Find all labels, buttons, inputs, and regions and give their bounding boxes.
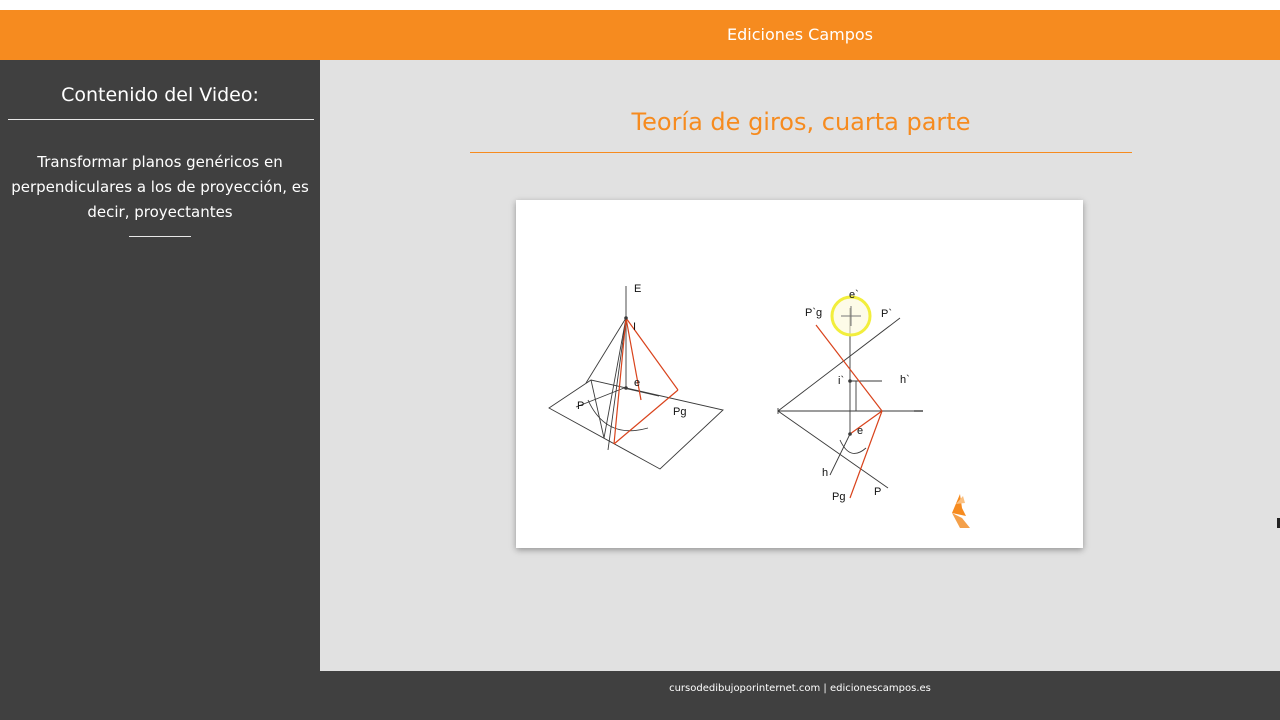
- label-Pg-prime: P`g: [805, 307, 823, 319]
- sidebar-heading: Contenido del Video:: [61, 84, 259, 106]
- header-bar: [0, 10, 1280, 60]
- point-i-marker: [624, 316, 628, 320]
- inner-line-3: [624, 388, 659, 396]
- pg-edge-2: [614, 390, 678, 444]
- site-title[interactable]: Ediciones Campos: [727, 25, 873, 44]
- trace-pg-prime: [816, 325, 882, 411]
- plane-p-outline: [549, 380, 723, 469]
- label-P-right: P: [874, 486, 882, 498]
- label-I: I: [633, 321, 637, 333]
- label-Pg-left: Pg: [673, 406, 687, 418]
- point-e-marker: [624, 386, 628, 390]
- rotation-arc-right: [840, 440, 866, 453]
- ediciones-campos-logo-icon: [952, 494, 970, 528]
- page-title: Teoría de giros, cuarta parte: [631, 108, 971, 136]
- video-frame[interactable]: [516, 200, 1083, 548]
- label-P-prime: P`: [881, 308, 892, 320]
- sidebar-divider: [8, 119, 314, 120]
- trace-p: [778, 411, 888, 488]
- sidebar: [0, 60, 320, 671]
- video-description: Transformar planos genéricos en perpendiculares a los de proyección, es decir, proyectantes: [11, 153, 309, 221]
- label-i-prime: i`: [838, 375, 845, 387]
- trace-pg: [850, 411, 882, 498]
- label-E: E: [634, 283, 642, 295]
- main-content: [320, 60, 1280, 671]
- left-rotated-plane: [614, 318, 678, 444]
- geometry-diagram: [516, 200, 1083, 548]
- point-e-right-marker: [848, 432, 852, 436]
- footer-links[interactable]: cursodedibujoporinternet.com | edicionescampos.es: [669, 683, 931, 694]
- sidebar-short-divider: [129, 236, 191, 237]
- label-e-left: e: [634, 377, 641, 389]
- footer-bar: [0, 671, 1280, 720]
- label-h: h: [822, 467, 829, 479]
- label-P-left: P: [577, 400, 585, 412]
- pg-edge-3: [614, 318, 626, 444]
- label-Pg-right: Pg: [832, 491, 846, 503]
- label-h-prime: h`: [900, 374, 910, 386]
- label-e-right: e: [857, 425, 864, 437]
- label-e-prime: e`: [849, 289, 859, 301]
- top-strip: [0, 0, 1280, 10]
- point-i-prime-marker: [848, 379, 852, 383]
- cursor-highlight: [832, 297, 870, 335]
- title-divider: [470, 152, 1132, 153]
